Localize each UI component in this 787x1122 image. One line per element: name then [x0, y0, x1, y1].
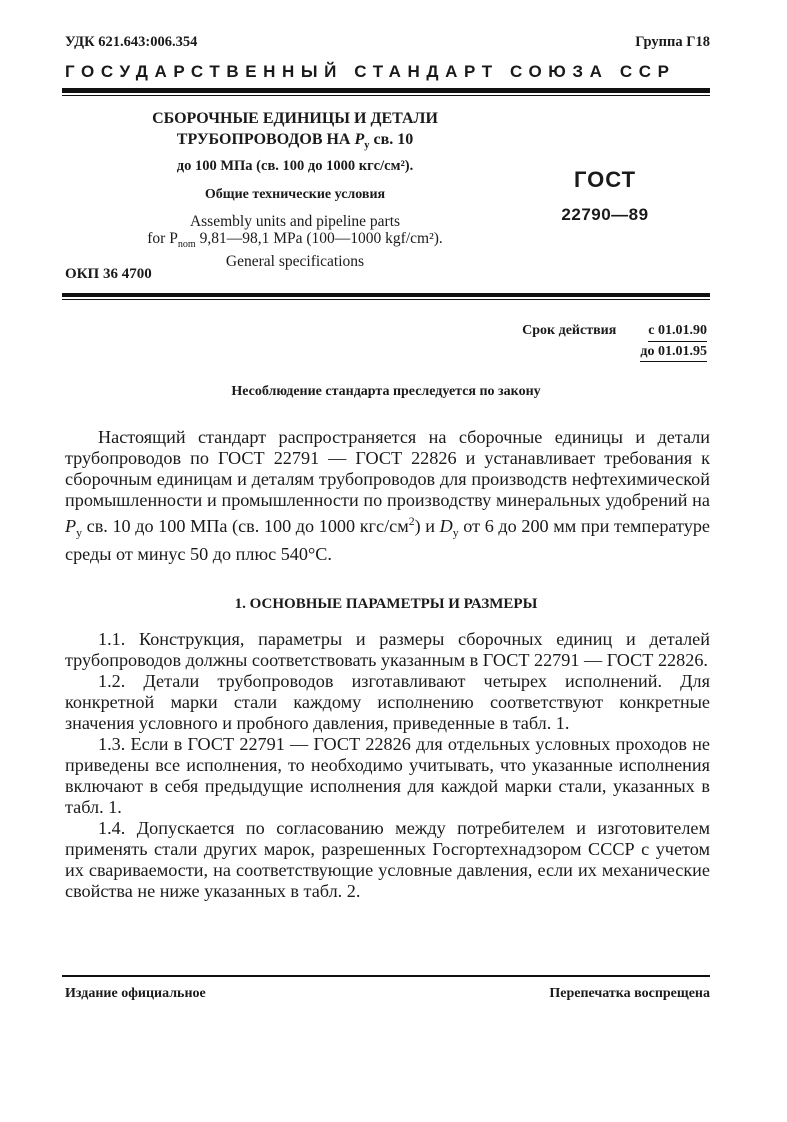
title-block [100, 108, 490, 270]
validity-to: до 01.01.95 [640, 344, 707, 362]
title-line-3: до 100 МПа (св. 100 до 1000 кгс/см²). [176, 158, 414, 175]
section-1-body [65, 629, 710, 902]
title-subtitle: Общие технические условия [204, 187, 386, 203]
group-code: Группа Г18 [635, 34, 710, 50]
footer-divider [62, 975, 710, 977]
header-divider-thick [62, 88, 710, 93]
title-divider-thin [62, 299, 710, 300]
title-line-2: ТРУБОПРОВОДОВ НА $P_у$ св. 10 [176, 131, 414, 152]
clause-1-3: 1.3. Если в ГОСТ 22791 — ГОСТ 22826 для отдельных условных проходов не приведены все исполнения, то необходимо учитывать, что указанные исполнения включают в себя предыдущие исполнения для каждой марки стали, указанных в табл. 1. [65, 734, 710, 817]
title-line-1: СБОРОЧНЫЕ ЕДИНИЦЫ И ДЕТАЛИ [152, 110, 438, 127]
section-1-heading: 1. ОСНОВНЫЕ ПАРАМЕТРЫ И РАЗМЕРЫ [234, 596, 538, 612]
title-divider-thick [62, 293, 710, 297]
clause-1-1: 1.1. Конструкция, параметры и размеры сборочных единиц и деталей трубопроводов должны соответствовать указанным в ГОСТ 22791 — ГОСТ 22826. [65, 629, 710, 670]
intro-paragraph: Настоящий стандарт распространяется на сборочные единицы и детали трубопроводов по ГОСТ 22791 — ГОСТ 22826 и устанавливает требования к сборочным единицам и деталям трубопроводов для производств нефтехимической промышленности и промышленности по производству минеральных удобрений на $P_у$ св. 10 до 100 МПа (св. 100 до 1000 кгс/$см^2$) и $D_у$ от 6 до 200 мм при температуре среды от минус 50 до плюс 540°С. [65, 427, 711, 564]
gost-designation [540, 167, 670, 225]
header-divider-thin [62, 95, 710, 96]
validity-from: с 01.01.90 [648, 323, 707, 342]
legal-notice: Несоблюдение стандарта преследуется по закону [231, 384, 541, 399]
gost-label: ГОСТ [573, 167, 637, 192]
state-standard-heading: ГОСУДАРСТВЕННЫЙ СТАНДАРТ СОЮЗА ССР [65, 62, 676, 81]
gost-number: 22790—89 [561, 205, 649, 224]
udk-code: УДК 621.643:006.354 [65, 34, 198, 50]
clause-1-2: 1.2. Детали трубопроводов изготавливают четырех исполнений. Для конкретной марки стали каждому исполнению соответствуют конкретные значения условного и пробного давления, приведенные в табл. 1. [65, 671, 710, 733]
title-english-line-3: General specifications [225, 253, 365, 271]
title-english-line-1: Assembly units and pipeline parts [189, 213, 401, 231]
validity-period [522, 323, 707, 362]
official-edition: Издание официальное [65, 986, 206, 1001]
title-english [100, 213, 490, 270]
title-english-line-2: for $P_{nom}$ 9,81—98,1 MPa (100—1000 kgf/cm²). [147, 230, 443, 251]
validity-label: Срок действия [522, 323, 617, 338]
okp-code: ОКП 36 4700 [65, 266, 152, 282]
reprint-prohibited: Перепечатка воспрещена [549, 986, 710, 1001]
clause-1-4: 1.4. Допускается по согласованию между потребителем и изготовителем применять стали других марок, разрешенных Госгортехнадзором СССР с учетом их свариваемости, на соответствующие условные давления, если их механические свойства не ниже указанных в табл. 2. [65, 818, 710, 901]
